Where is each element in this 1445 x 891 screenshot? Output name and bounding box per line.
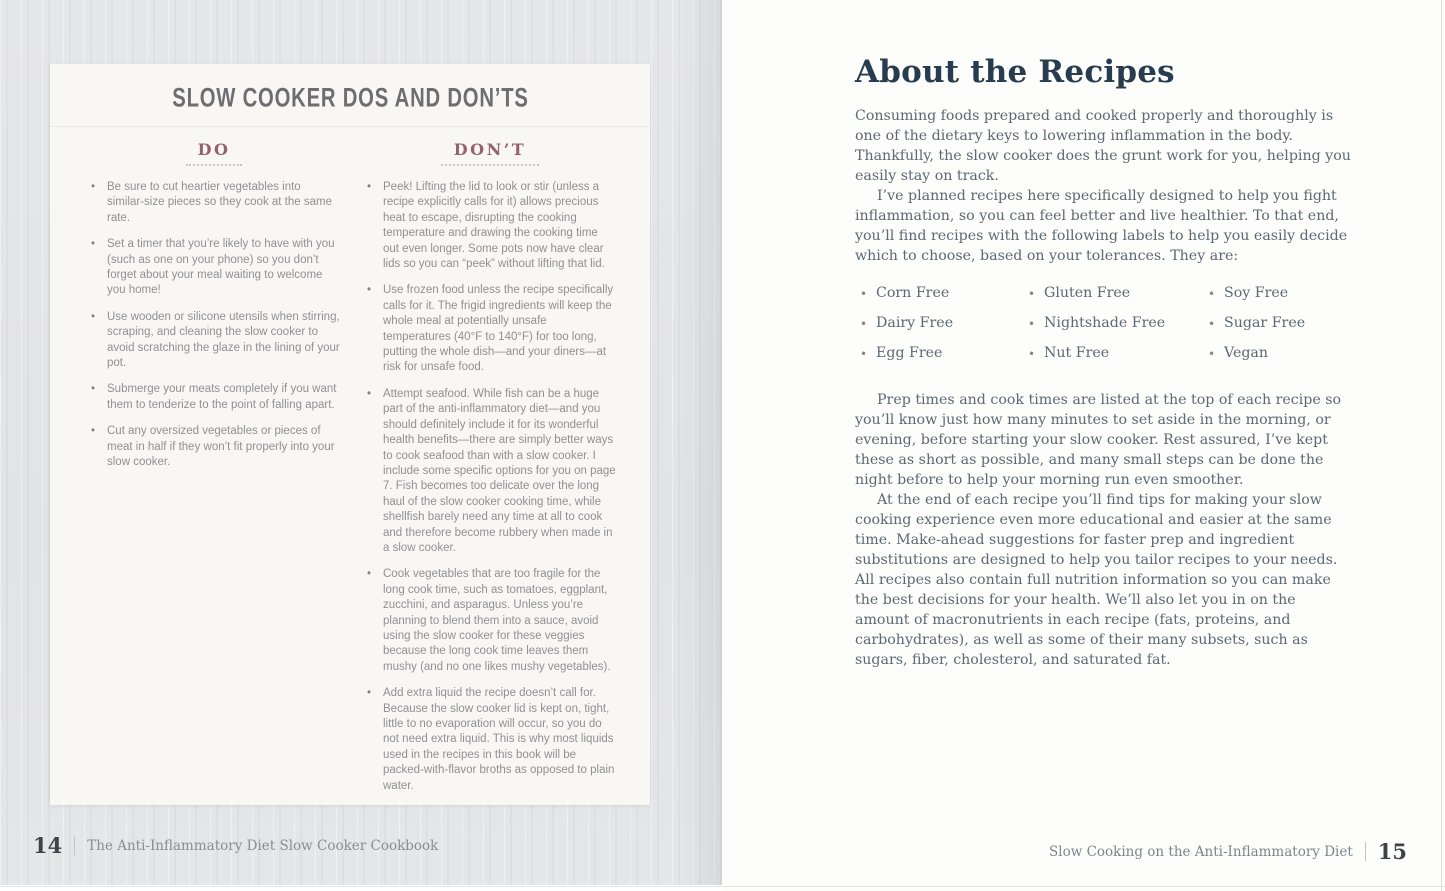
list-item: • Attempt seafood. While fish can be a huge part of the anti-inflammatory diet—and you should definitely include it for its wonderful health benefits—there are simply better ways to cook seafood than with a slow cooker. I include some specific options for you on page 7. Fish becomes too delicate over the long haul of the slow cooker cooking time, while shellfish barely need any time at all to cook and therefore become rubbery when made in a slow cooker.: [364, 387, 616, 556]
right-page-footer: [1049, 839, 1407, 864]
dont-column: [364, 140, 616, 805]
right-page-content: [855, 54, 1352, 670]
diet-labels-list: [855, 283, 1352, 373]
book-title: The Anti-Inflammatory Diet Slow Cooker Cookbook: [87, 837, 439, 854]
dont-list: [364, 180, 616, 794]
label-item: • Vegan: [1203, 343, 1352, 363]
do-dotted-rule: [186, 164, 242, 166]
card-title-band: [50, 64, 650, 126]
diet-labels-column-1: [855, 283, 1023, 373]
diet-labels-column-3: [1203, 283, 1352, 373]
list-item: • Cut any oversized vegetables or pieces of meat in half if they won’t fit properly into your slow cooker.: [88, 424, 340, 470]
label-item: • Corn Free: [855, 283, 1023, 303]
list-item: • Set a timer that you’re likely to have with you (such as one on your phone) so you don’t forget about your meal waiting to welcome you home!: [88, 237, 340, 299]
label-item: • Soy Free: [1203, 283, 1352, 303]
dont-dotted-rule: [441, 164, 539, 166]
page-edge-line: [1441, 0, 1442, 891]
list-item: • Be sure to cut heartier vegetables into similar-size pieces so they cook at the same rate.: [88, 180, 340, 226]
paragraph: At the end of each recipe you’ll find tips for making your slow cooking experience even more educational and easier at the same time. Make-ahead suggestions for faster prep and ingredient substitutions are designed to help you tailor recipes to your needs. All recipes also contain full nutrition information so you can make the best decisions for your health. We’ll also let you in on the amount of macronutrients in each recipe (fats, proteins, and carbohydrates), as well as some of their many subsets, such as sugars, fiber, cholesterol, and saturated fat.: [855, 492, 1338, 668]
do-column: [88, 140, 340, 805]
list-item: • Cook vegetables that are too fragile for the long cook time, such as tomatoes, eggplant, zucchini, and asparagus. Unless you’re planning to blend them into a sauce, avoid using the slow cooker for these veggies because the long cook time leaves them mushy (and no one likes mushy vegetables).: [364, 567, 616, 675]
do-header: DO: [197, 140, 231, 159]
label-item: • Nightshade Free: [1023, 313, 1203, 333]
paragraph: Consuming foods prepared and cooked properly and thoroughly is one of the dietary keys to lowering inflammation in the body. Thankfully, the slow cooker does the grunt work for you, helping you easily stay on track.: [855, 108, 1351, 184]
footer-divider: [74, 836, 75, 855]
label-item: • Dairy Free: [855, 313, 1023, 333]
card-title: SLOW COOKER DOS AND DON’TS: [171, 82, 529, 113]
label-item: • Nut Free: [1023, 343, 1203, 363]
dos-donts-card: [50, 64, 650, 805]
list-item: • Peek! Lifting the lid to look or stir (unless a recipe explicitly calls for it) allows precious heat to escape, disrupting the cooking temperature and drawing the cooking time out even longer. Some pots now have clear lids so you can “peek” without lifting that lid.: [364, 180, 616, 272]
page-number: 14: [33, 833, 63, 858]
diet-labels-column-2: [1023, 283, 1203, 373]
right-page: [722, 0, 1445, 891]
footer-divider: [1365, 842, 1366, 861]
label-item: • Egg Free: [855, 343, 1023, 363]
paragraph: Prep times and cook times are listed at the top of each recipe so you’ll know just how many minutes to set aside in the morning, or evening, before starting your slow cooker. Rest assured, I’ve kept these as short as possible, and many small steps can be done the night before to help your morning run even smoother.: [855, 392, 1342, 488]
paragraph: I’ve planned recipes here specifically designed to help you fight inflammation, so you can feel better and live healthier. To that end, you’ll find recipes with the following labels to help you easily decide which to choose, based on your tolerances. They are:: [855, 188, 1348, 264]
left-page: [0, 0, 722, 885]
left-page-footer: [33, 833, 438, 858]
list-item: • Submerge your meats completely if you want them to tenderize to the point of falling apart.: [88, 382, 340, 413]
list-item: • Add extra liquid the recipe doesn’t call for. Because the slow cooker lid is kept on, tight, little to no evaporation will occur, so you do not need extra liquid. This is why most liquids used in the recipes in this book will be packed-with-flavor broths as opposed to plain water.: [364, 686, 616, 794]
list-item: • Use wooden or silicone utensils when stirring, scraping, and cleaning the slow cooker to avoid scratching the glaze in the lining of your pot.: [88, 310, 340, 372]
page-number: 15: [1377, 839, 1407, 864]
body-text: [855, 106, 1352, 670]
dont-header: DON’T: [453, 140, 527, 159]
bottom-edge-line: [0, 886, 1445, 887]
do-dont-columns: [50, 128, 650, 805]
list-item: • Use frozen food unless the recipe specifically calls for it. The frigid ingredients will keep the whole meal at potentially unsafe temperatures (40°F to 140°F) for too long, putting the whole dish—and your diners—at risk for unsafe food.: [364, 283, 616, 375]
label-item: • Gluten Free: [1023, 283, 1203, 303]
label-item: • Sugar Free: [1203, 313, 1352, 333]
chapter-title: Slow Cooking on the Anti-Inflammatory Diet: [1049, 843, 1353, 860]
do-list: [88, 180, 340, 471]
page-title: About the Recipes: [855, 54, 1175, 90]
